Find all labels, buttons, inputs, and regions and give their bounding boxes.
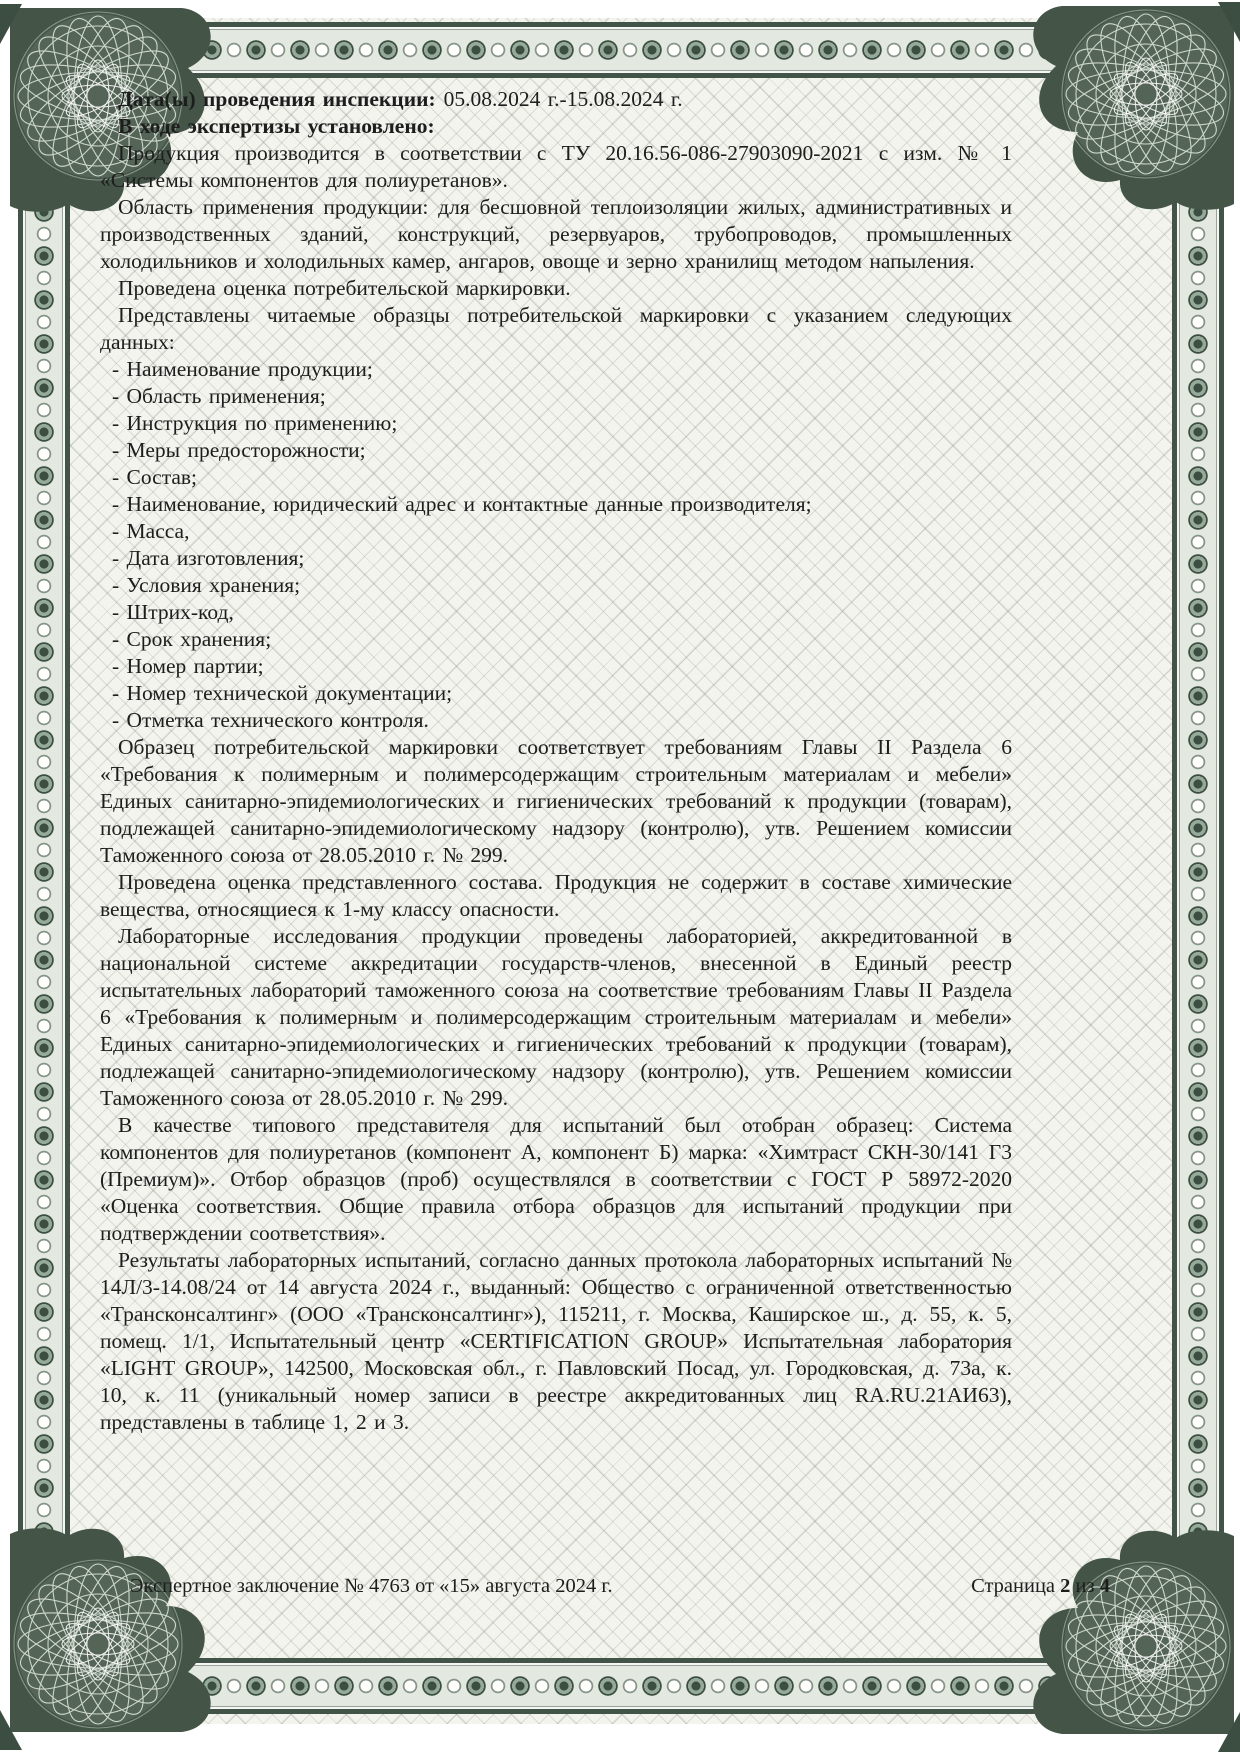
paragraph: Лабораторные исследования продукции проведены лабораторией, аккредитованной в национальной системе аккредитации государств-членов, внесенной в Единый реестр испытательных лабораторий таможенного союза на соответствие требованиям Главы II Раздела 6 «Требования к полимерным и полимерсодержащим строительным материалам и мебели» Единых санитарно-эпидемиологических и гигиенических требований к продукции (товарам), подлежащей санитарно-эпидемиологическому надзору (контролю), утв. Решением комиссии Таможенного союза от 28.05.2010 г. № 299.	[100, 924, 1012, 1110]
list-item: - Номер партии;	[112, 654, 264, 678]
list-item: - Условия хранения;	[112, 573, 301, 597]
footer-page-current: 2	[1060, 1575, 1071, 1597]
paragraph: Образец потребительской маркировки соответствует требованиям Главы II Раздела 6 «Требования к полимерным и полимерсодержащим строительным материалам и мебели» Единых санитарно-эпидемиологических и гигиенических требований к продукции (товарам), подлежащей санитарно-эпидемиологическому надзору (контролю), утв. Решением комиссии Таможенного союза от 28.05.2010 г. № 299.	[100, 735, 1012, 867]
list-item: - Меры предосторожности;	[112, 438, 366, 462]
inspection-dates-label: Дата(ы) проведения инспекции:	[118, 87, 436, 111]
paragraph: Продукция производится в соответствии с ТУ 20.16.56-086-27903090-2021 с изм. № 1 «Системы компонентов для полиуретанов».	[100, 141, 1012, 192]
border-ornament-left	[18, 140, 70, 1604]
border-ornament-top	[140, 22, 1100, 78]
section-heading-line	[100, 113, 1012, 140]
paragraph: Область применения продукции: для бесшовной теплоизоляции жилых, административных и производственных зданий, конструкций, резервуаров, трубопроводов, промышленных холодильников и холодильных камер, ангаров, овоще и зерно хранилищ методом напыления.	[100, 195, 1012, 273]
intro-paragraphs	[100, 140, 1012, 356]
paragraph: Проведена оценка потребительской маркировки.	[118, 276, 571, 300]
list-item: - Дата изготовления;	[112, 546, 305, 570]
list-item: - Наименование, юридический адрес и контактные данные производителя;	[112, 492, 812, 516]
list-item: - Состав;	[112, 465, 198, 489]
list-item: - Штрих-код,	[112, 600, 234, 624]
corner-rosette-top-right	[1024, 6, 1234, 216]
corner-rosette-bottom-left	[10, 1522, 220, 1732]
inspection-dates-line	[100, 86, 1012, 113]
document-body	[100, 86, 1012, 1436]
list-item: - Инструкция по применению;	[112, 411, 398, 435]
footer-page-total: 4	[1099, 1575, 1110, 1597]
border-ornament-bottom	[140, 1658, 1100, 1714]
list-item: - Область применения;	[112, 384, 326, 408]
list-item: - Наименование продукции;	[112, 357, 373, 381]
paragraph: Проведена оценка представленного состава. Продукция не содержит в составе химические вещества, относящиеся к 1-му классу опасности.	[100, 870, 1012, 921]
footer-page-indicator	[971, 1575, 1110, 1598]
body-paragraphs	[100, 734, 1012, 1436]
page-footer	[130, 1575, 1110, 1598]
paragraph: Представлены читаемые образцы потребительской маркировки с указанием следующих данных:	[100, 303, 1012, 354]
marking-list	[100, 356, 1012, 734]
footer-page-sep: из	[1075, 1575, 1095, 1597]
paragraph: Результаты лабораторных испытаний, согласно данных протокола лабораторных испытаний № 14Л/3-14.08/24 от 14 августа 2024 г., выданный: Общество с ограниченной ответственностью «Трансконсалтинг» (ООО «Трансконсалтинг»), 115211, г. Москва, Каширское ш., д. 55, к. 5, помещ. 1/1, Испытательный центр «CERTIFICATION GROUP» Испытательная лаборатория «LIGHT GROUP», 142500, Московская обл., г. Павловский Посад, ул. Городковская, д. 73а, к. 10, к. 11 (уникальный номер записи в реестре аккредитованных лиц RA.RU.21АИ63), представлены в таблице 1, 2 и 3.	[100, 1248, 1012, 1434]
corner-rosette-bottom-right	[1024, 1524, 1234, 1734]
list-item: - Срок хранения;	[112, 627, 272, 651]
section-heading: В ходе экспертизы установлено:	[118, 114, 435, 138]
inspection-dates-value: 05.08.2024 г.-15.08.2024 г.	[443, 87, 683, 111]
footer-document-ref: Экспертное заключение № 4763 от «15» августа 2024 г.	[130, 1575, 613, 1597]
list-item: - Номер технической документации;	[112, 681, 453, 705]
footer-page-label: Страница	[971, 1575, 1056, 1597]
list-item: - Масса,	[112, 519, 190, 543]
paragraph: В качестве типового представителя для испытаний был отобран образец: Система компонентов для полиуретанов (компонент А, компонент Б) марка: «Химтраст СКН-30/141 Г3 (Премиум)». Отбор образцов (проб) осуществлялся в соответствии с ГОСТ Р 58972-2020 «Оценка соответствия. Общие правила отбора образцов для испытаний продукции при подтверждении соответствия».	[100, 1113, 1012, 1245]
list-item: - Отметка технического контроля.	[112, 708, 429, 732]
border-ornament-right	[1172, 140, 1224, 1604]
